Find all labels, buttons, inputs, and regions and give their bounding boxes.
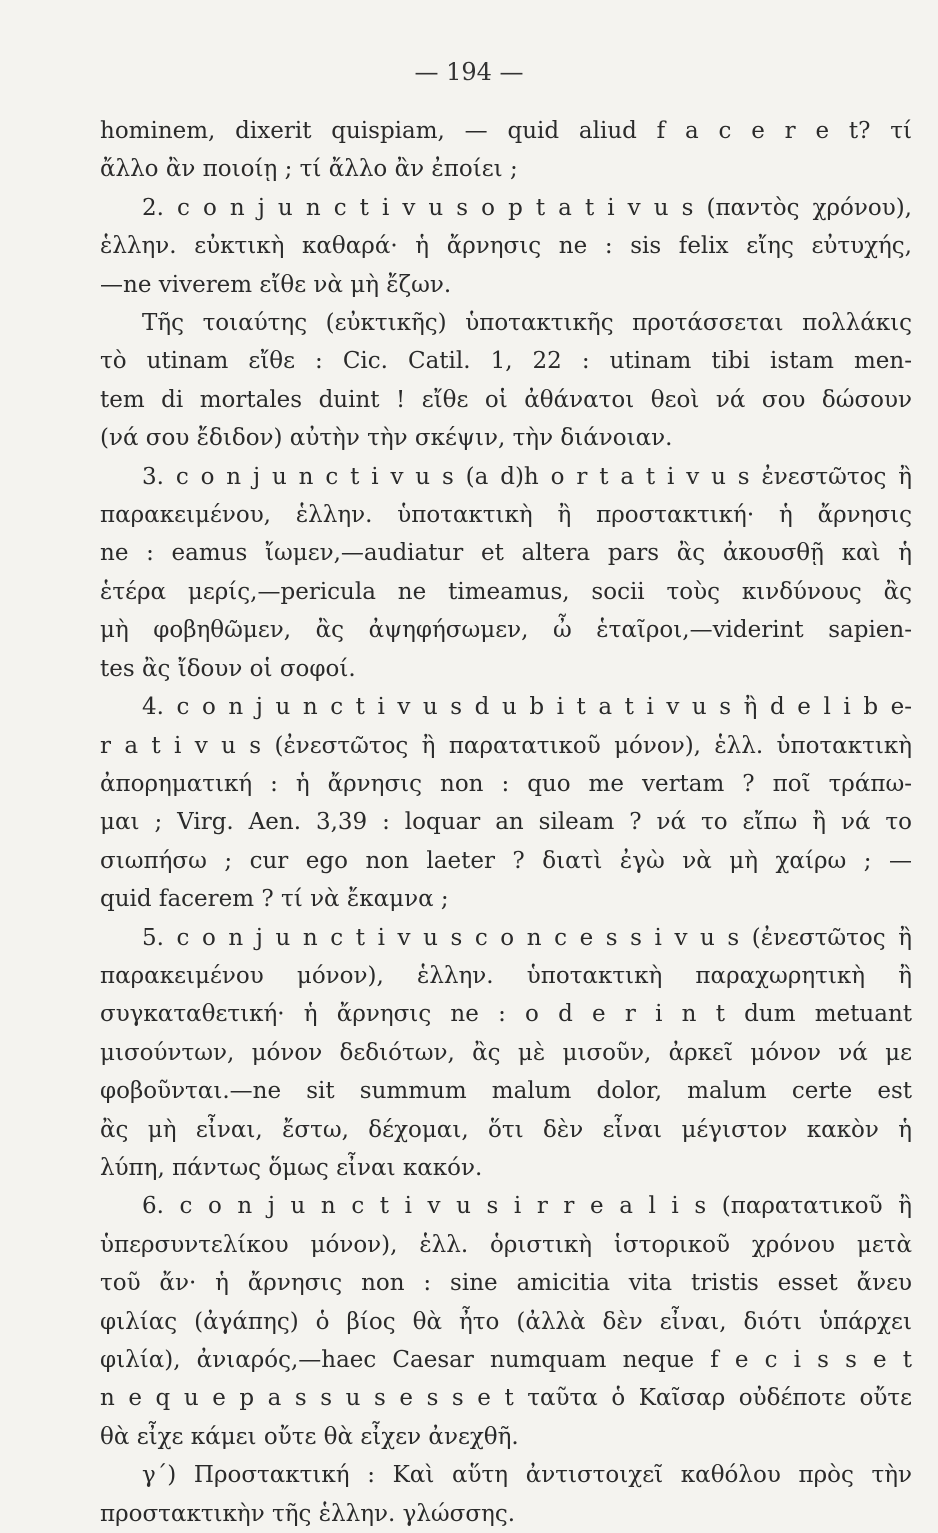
page-number: — 194 — — [414, 58, 524, 86]
text-line: μὴ φοβηθῶμεν, ἂς ἀψηφήσωμεν, ὦ ἑταῖροι,—viderint sapien- — [100, 617, 912, 644]
text-line: λύπη, πάντως ὅμως εἶναι κακόν. — [100, 1154, 483, 1181]
text-line: ἄλλο ἂν ποιοίῃ ; τί ἄλλο ἂν ἐποίει ; — [100, 156, 518, 183]
text-line: (νά σου ἔδιδον) αὐτὴν τὴν σκέψιν, τὴν διάνοιαν. — [100, 425, 673, 452]
text-line: μισούντων, μόνον δεδιότων, ἂς μὲ μισοῦν, ἀρκεῖ μόνον νά με — [100, 1039, 912, 1066]
text-line: παρακειμένου μόνον), ἑλλην. ὑποτακτικὴ παραχωρητικὴ ἢ — [100, 962, 912, 989]
text-line: 2. c o n j u n c t i v u s o p t a t i v u s (παντὸς χρόνου), — [142, 194, 912, 221]
text-line: συγκαταθετική· ἡ ἄρνησις ne : o d e r i n t dum metuant — [100, 1001, 912, 1028]
text-line: προστακτικὴν τῆς ἑλλην. γλώσσης. — [100, 1500, 516, 1527]
text-line: ἑτέρα μερίς,—pericula ne timeamus, socii τοὺς κινδύνους ἂς — [100, 578, 912, 605]
text-line: παρακειμένου, ἑλλην. ὑποτακτικὴ ἢ προστακτική· ἡ ἄρνησις — [100, 502, 912, 529]
text-line: ἀπορηματική : ἡ ἄρνησις non : quo me vertam ? ποῖ τράπω- — [100, 770, 912, 797]
body-text — [100, 112, 912, 1533]
text-line: μαι ; Virg. Aen. 3,39 : loquar an sileam ? νά το εἴπω ἢ νά το — [100, 809, 912, 836]
text-line: τὸ utinam εἴθε : Cic. Catil. 1, 22 : utinam tibi istam men- — [100, 348, 912, 375]
text-line: θὰ εἶχε κάμει οὔτε θὰ εἶχεν ἀνεχθῆ. — [100, 1423, 519, 1450]
text-line: 3. c o n j u n c t i v u s (a d)h o r t a t i v u s ἐνεστῶτος ἢ — [142, 463, 912, 490]
text-line: ἑλλην. εὐκτικὴ καθαρά· ἡ ἄρνησις ne : sis felix εἴης εὐτυχής, — [100, 233, 912, 260]
text-line: φοβοῦνται.—ne sit summum malum dolor, malum certe est — [100, 1078, 912, 1105]
text-line: 4. c o n j u n c t i v u s d u b i t a t i v u s ἢ d e l i b e- — [142, 694, 912, 721]
text-line: tem di mortales duint ! εἴθε οἱ ἀθάνατοι θεοὶ νά σου δώσουν — [100, 386, 912, 413]
text-line: n e q u e p a s s u s e s s e t ταῦτα ὁ Καῖσαρ οὐδέποτε οὔτε — [100, 1385, 912, 1412]
section-heading-line: γ΄) Προστακτική : Καὶ αὕτη ἀντιστοιχεῖ καθόλου πρὸς τὴν — [142, 1462, 912, 1489]
text-line: ne : eamus ἴωμεν,—audiatur et altera pars ἂς ἀκουσθῇ καὶ ἡ — [100, 540, 912, 567]
text-line: ἂς μὴ εἶναι, ἔστω, δέχομαι, ὅτι δὲν εἶναι μέγιστον κακὸν ἡ — [100, 1116, 912, 1143]
text-line: 5. c o n j u n c t i v u s c o n c e s s i v u s (ἐνεστῶτος ἢ — [142, 924, 912, 951]
text-line: τοῦ ἄν· ἡ ἄρνησις non : sine amicitia vita tristis esset ἄνευ — [100, 1270, 912, 1297]
text-line: 6. c o n j u n c t i v u s i r r e a l i s (παρατατικοῦ ἢ — [142, 1193, 912, 1220]
text-line: —ne viverem εἴθε νὰ μὴ ἔζων. — [100, 271, 452, 298]
text-line: φιλία), ἀνιαρός,—haec Caesar numquam neque f e c i s s e t — [100, 1347, 912, 1373]
text-line: hominem, dixerit quispiam, — quid aliud f a c e r e t? τί — [100, 118, 912, 144]
text-line: r a t i v u s (ἐνεστῶτος ἢ παρατατικοῦ μόνον), ἑλλ. ὑποτακτικὴ — [100, 732, 912, 759]
text-line: σιωπήσω ; cur ego non laeter ? διατὶ ἐγὼ νὰ μὴ χαίρω ; — — [100, 847, 912, 874]
text-line: ὑπερσυντελίκου μόνον), ἑλλ. ὁριστικὴ ἱστορικοῦ χρόνου μετὰ — [100, 1231, 912, 1258]
text-line: quid facerem ? τί νὰ ἔκαμνα ; — [100, 886, 449, 913]
text-line: tes ἂς ἴδουν οἱ σοφοί. — [100, 655, 356, 682]
text-line: φιλίας (ἀγάπης) ὁ βίος θὰ ἦτο (ἀλλὰ δὲν εἶναι, διότι ὑπάρχει — [100, 1308, 912, 1335]
text-line: Τῆς τοιαύτης (εὐκτικῆς) ὑποτακτικῆς προτάσσεται πολλάκις — [142, 310, 912, 337]
